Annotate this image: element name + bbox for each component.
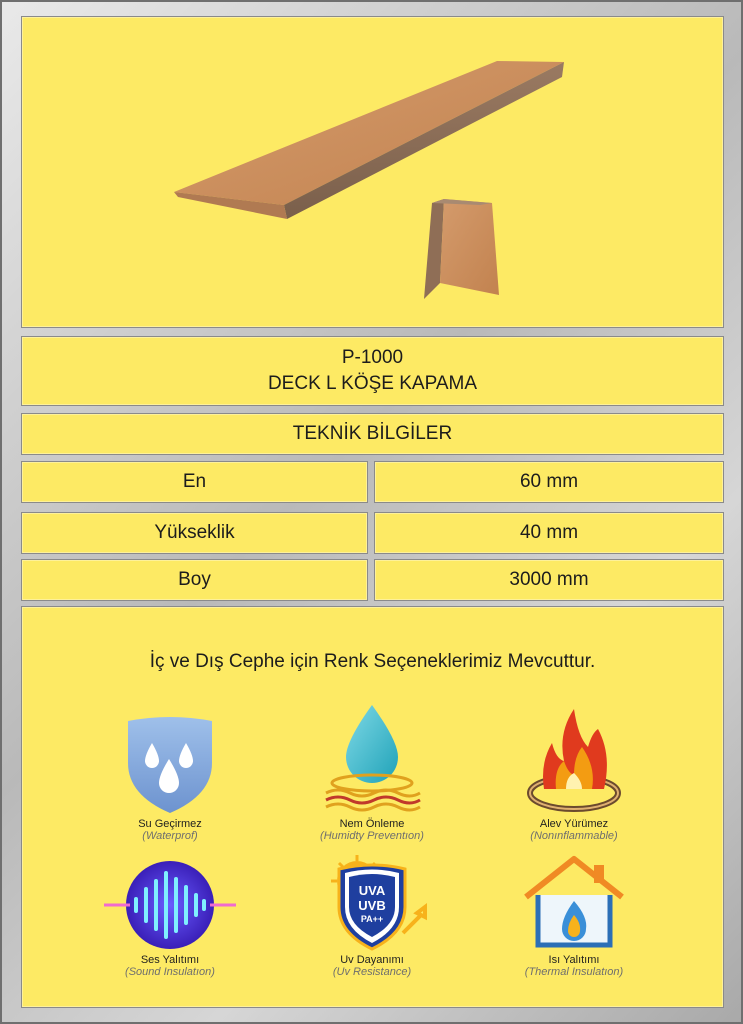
- flame-icon: [522, 703, 626, 815]
- feature-sublabel: (Waterprof): [142, 830, 198, 842]
- spec-label-length: Boy: [21, 559, 368, 601]
- feature-sublabel: (Uv Resistance): [332, 966, 412, 978]
- feature-humidity: [282, 703, 462, 842]
- uv-shield-icon: [317, 855, 427, 951]
- short-profile-face: [440, 199, 499, 295]
- features-panel: [21, 606, 724, 1008]
- spec-value-height: 40 mm: [374, 512, 724, 554]
- short-profile-front: [424, 199, 444, 299]
- spec-value-length: 3000 mm: [374, 559, 724, 601]
- spec-value-width: 60 mm: [374, 461, 724, 503]
- feature-sublabel: (Sound Insulatıon): [125, 966, 215, 978]
- feature-waterproof: [80, 715, 260, 842]
- product-image: [22, 17, 723, 327]
- product-code: P-1000: [341, 347, 404, 368]
- spec-label-height: Yükseklik: [21, 512, 368, 554]
- uv-badge-line2: UVB: [358, 898, 386, 913]
- uv-badge-line3: PA++: [360, 914, 384, 924]
- feature-label: Su Geçirmez: [138, 818, 202, 830]
- feature-sublabel: (Thermal Insulatıon): [524, 966, 624, 978]
- product-title-panel: [21, 336, 724, 406]
- feature-sublabel: (Nonınflammable): [530, 830, 618, 842]
- long-profile-top: [174, 61, 564, 205]
- color-options-headline: İç ve Dış Cephe için Renk Seçeneklerimiz Mevcuttur.: [149, 651, 596, 672]
- feature-label: Isı Yalıtımı: [548, 954, 600, 966]
- feature-sublabel: (Humidty Preventıon): [320, 830, 424, 842]
- specs-heading: TEKNİK BİLGİLER: [21, 413, 724, 455]
- humidity-drop-icon: [320, 703, 424, 815]
- feature-label: Alev Yürümez: [539, 818, 609, 830]
- feature-label: Uv Dayanımı: [340, 954, 404, 966]
- thermal-house-icon: [522, 855, 626, 951]
- feature-sound-insulation: [80, 859, 260, 978]
- feature-nonflammable: [484, 703, 664, 842]
- sound-wave-icon: [100, 859, 240, 951]
- feature-thermal-insulation: [484, 855, 664, 978]
- uv-badge-line1: UVA: [358, 883, 386, 898]
- waterproof-shield-icon: [122, 715, 218, 815]
- feature-label: Nem Önleme: [339, 818, 405, 830]
- product-name: DECK L KÖŞE KAPAMA: [267, 373, 478, 394]
- feature-label: Ses Yalıtımı: [140, 954, 200, 966]
- spec-label-width: En: [21, 461, 368, 503]
- product-image-panel: [21, 16, 724, 328]
- feature-uv-resistance: [282, 855, 462, 978]
